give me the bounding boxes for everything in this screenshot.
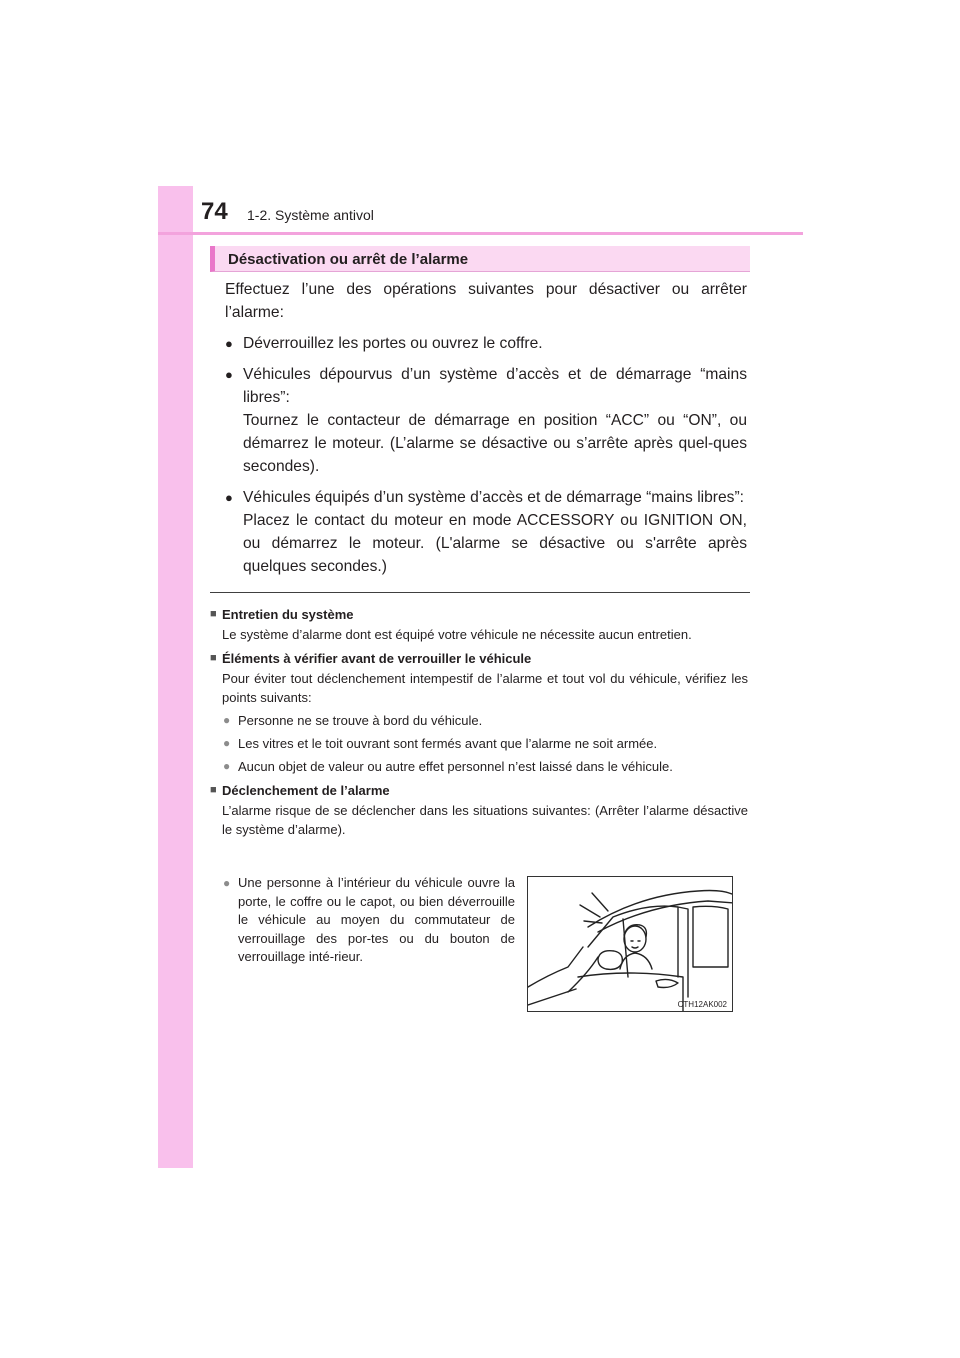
bullet-icon: ●	[223, 736, 231, 750]
note-list-item-text: Personne ne se trouve à bord du véhicule.	[238, 713, 483, 728]
section-title: 1-2. Système antivol	[247, 207, 374, 223]
note-list-item	[223, 874, 515, 967]
bullet-icon: ●	[223, 713, 231, 727]
square-bullet-icon: ■	[210, 784, 217, 796]
section-heading: Désactivation ou arrêt de l’alarme	[228, 251, 469, 268]
list-item-text: Tournez le contacteur de démarrage en position “ACC” ou “ON”, ou démarrez le moteur. (L’alarme se désactive ou s’arrête après quel-ques secondes).	[243, 412, 747, 475]
list-item-text: Véhicules équipés d’un système d’accès et de démarrage “mains libres”:	[243, 489, 744, 506]
divider	[210, 592, 750, 593]
bullet-icon: ●	[225, 367, 233, 382]
chapter-side-band	[158, 186, 193, 1168]
bullet-icon: ●	[225, 336, 233, 351]
note-text: Pour éviter tout déclenchement intempestif de l’alarme et tout vol du véhicule, vérifiez les points suivants:	[222, 671, 748, 705]
list-item-text: Véhicules dépourvus d’un système d’accès et de démarrage “mains libres”:	[243, 366, 747, 406]
note-heading	[210, 781, 748, 800]
note-text: Le système d’alarme dont est équipé votre véhicule ne nécessite aucun entretien.	[222, 627, 692, 642]
notes-block	[210, 600, 748, 839]
bullet-icon: ●	[225, 490, 233, 505]
list-item	[225, 363, 747, 478]
note-list-item	[210, 734, 748, 753]
note-title: Entretien du système	[222, 607, 354, 622]
note-title: Déclenchement de l’alarme	[222, 783, 390, 798]
note-list-item-text: Une personne à l’intérieur du véhicule ouvre la porte, le coffre ou le capot, ou bien déverrouille le véhicule au moyen du commutateur de verrouillage des por-tes ou du bouton de verrouillage inté-rieur.	[238, 875, 515, 964]
note-list-item-text: Aucun objet de valeur ou autre effet personnel n’est laissé dans le véhicule.	[238, 759, 673, 774]
bullet-icon: ●	[223, 876, 231, 890]
note-heading	[210, 649, 748, 668]
note-list-item	[210, 757, 748, 776]
square-bullet-icon: ■	[210, 608, 217, 620]
illustration-code: CTH12AK002	[677, 1000, 727, 1009]
list-item-text: Placez le contact du moteur en mode ACCESSORY ou IGNITION ON, ou démarrez le moteur. (L'alarme se désactive ou s'arrête après quelques secondes.)	[243, 512, 747, 575]
note-heading	[210, 605, 748, 624]
intro-paragraph: Effectuez l’une des opérations suivantes pour désactiver ou arrêter l’alarme:	[225, 281, 747, 321]
note-list-item-text: Les vitres et le toit ouvrant sont fermés avant que l’alarme ne soit armée.	[238, 736, 658, 751]
note-title: Éléments à vérifier avant de verrouiller le véhicule	[222, 651, 532, 666]
main-text-block	[225, 278, 747, 578]
list-item	[225, 332, 747, 355]
page-number: 74	[201, 198, 228, 225]
square-bullet-icon: ■	[210, 652, 217, 664]
list-item	[225, 486, 747, 578]
person-opening-car-door-illustration	[527, 876, 733, 1012]
bullet-icon: ●	[223, 759, 231, 773]
section-heading-box	[210, 246, 750, 272]
note-list-item	[210, 711, 748, 730]
car-door-drawing	[528, 877, 733, 1012]
list-item-text: Déverrouillez les portes ou ouvrez le coffre.	[243, 335, 543, 352]
header-rule	[158, 232, 803, 235]
note-text: L’alarme risque de se déclencher dans les situations suivantes: (Arrêter l’alarme désactive le système d’alarme).	[222, 803, 748, 837]
